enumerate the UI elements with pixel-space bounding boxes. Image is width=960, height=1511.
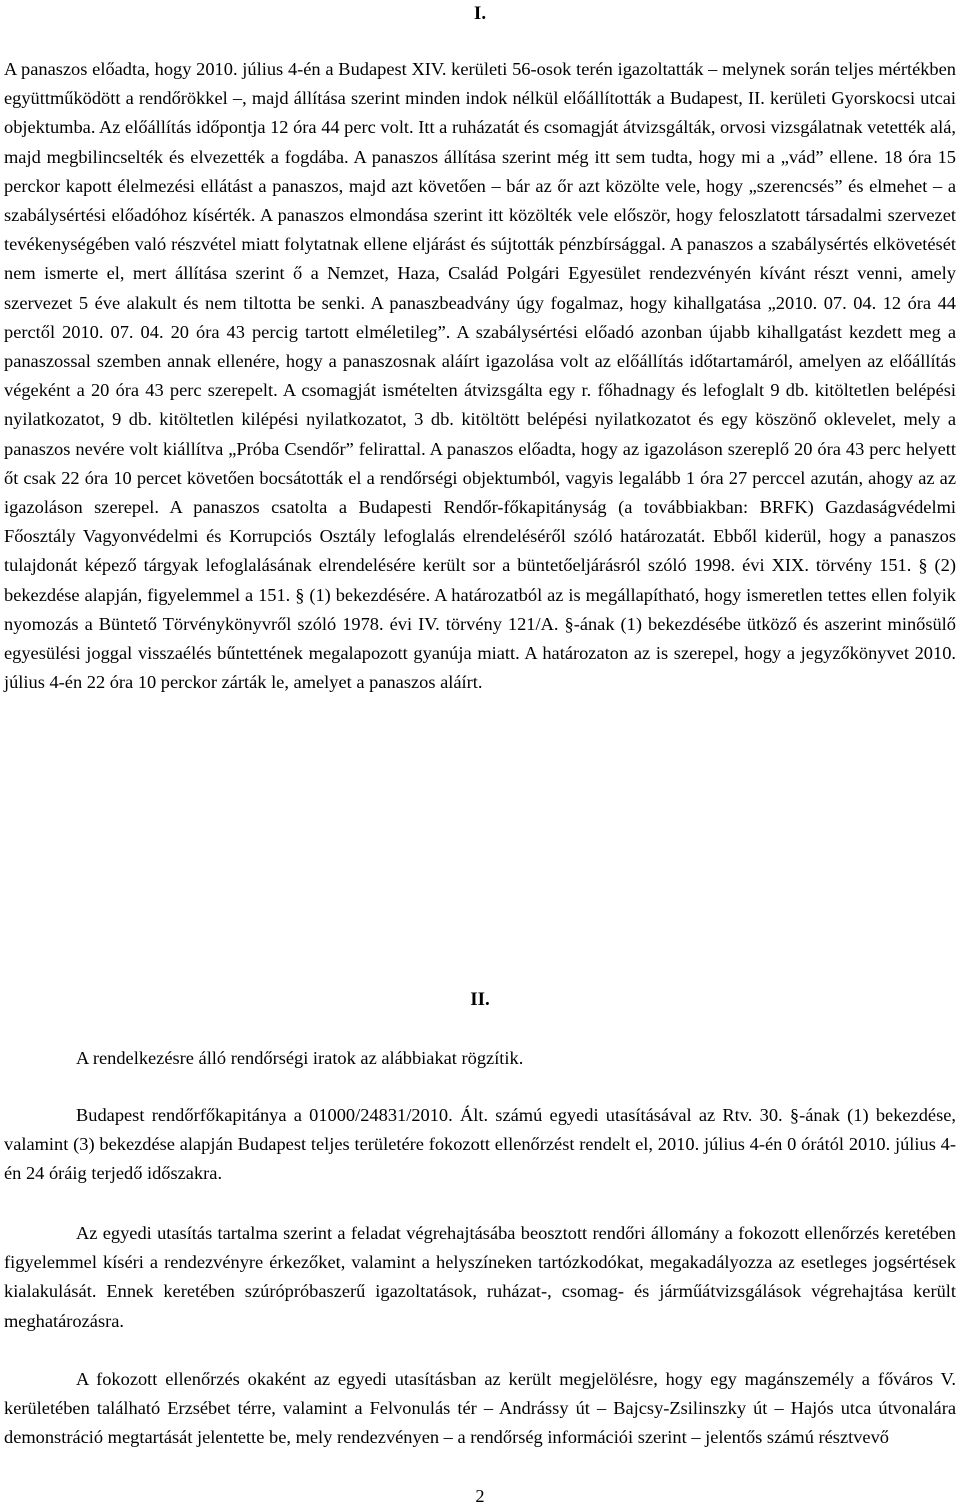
section-one-paragraph: A panaszos előadta, hogy 2010. július 4-én a Budapest XIV. kerületi 56-osok terén igazoltatták – melynek során teljes mértékben együttműködött a rendőrökkel –, majd állítása szerint minden indok nélkül előállították a Budapest, II. kerületi Gyorskocsi utcai objektumba. Az előállítás időpontja 12 óra 44 perc volt. Itt a ruházatát és csomagját átvizsgálták, orvosi vizsgálatnak vetették alá, majd megbilincselték és elvezették a fogdába. A panaszos állítása szerint még itt sem tudta, hogy mi a „vád” ellene. 18 óra 15 perckor kapott élelmezési ellátást a panaszos, majd azt követően – bár az őr azt közölte vele, hogy „szerencsés” és elmehet – a szabálysértési előadóhoz kísérték. A panaszos elmondása szerint itt közölték vele először, hogy feloszlatott társadalmi szervezet tevékenységében való részvétel miatt folytatnak ellene eljárást és sújtották pénzbírsággal. A panaszos a szabálysértés elkövetését nem ismerte el, mert állítása szerint ő a Nemzet, Haza, Család Polgári Egyesület rendezvényén kívánt részt venni, amely szervezet 5 éve alakult és nem tiltotta be senki. A panaszbeadvány úgy fogalmaz, hogy kihallgatása „2010. 07. 04. 12 óra 44 perctől 2010. 07. 04. 20 óra 43 percig tartott elméletileg”. A szabálysértési előadó azonban újabb kihallgatást kezdett meg a panaszossal szemben annak ellenére, hogy a panaszosnak aláírt igazolása volt az előállítás időtartamáról, amelyen az előállítás végeként a 20 óra 43 perc szerepelt. A csomagját ismételten átvizsgálta egy r. főhadnagy és lefoglalt 9 db. kitöltetlen belépési nyilatkozatot, 9 db. kitöltetlen kilépési nyilatkozatot, 3 db. kitöltött belépési nyilatkozatot és egy köszönő oklevelet, mely a panaszos nevére volt kiállítva „Próba Csendőr” felirattal. A panaszos előadta, hogy az igazoláson szereplő 20 óra 43 perc helyett őt csak 22 óra 10 percet követően bocsátották el a rendőrségi objektumból, vagyis legalább 1 óra 27 perccel azután, ahogy az az igazoláson szerepel. A panaszos csatolta a Budapesti Rendőr-főkapitányság (a továbbiakban: BRFK) Gazdaságvédelmi Főosztály Vagyonvédelmi és Korrupciós Osztály lefoglalás elrendeléséről szóló határozatát. Ebből kiderül, hogy a panaszos tulajdonát képező tárgyak lefoglalásának elrendelésére került sor a büntetőeljárásról szóló 1998. évi XIX. törvény 151. § (2) bekezdése alapján, figyelemmel a 151. § (1) bekezdésére. A határozatból az is megállapítható, hogy ismeretlen tettes ellen folyik nyomozás a Büntető Törvénykönyvről szóló 1978. évi IV. törvény 121/A. §-ának (1) bekezdésébe ütköző és aszerint minősülő egyesülési joggal visszaélés bűntettének megalapozott gyanúja miatt. A határozaton az is szerepel, hogy a jegyzőkönyvet 2010. július 4-én 22 óra 10 perckor zárták le, amelyet a panaszos aláírt. — [4, 59, 956, 693]
section-two-heading: II. — [470, 989, 490, 1010]
section-two-paragraph-3: A fokozott ellenőrzés okaként az egyedi utasításban az került megjelölésre, hogy egy magánszemély a főváros V. kerületében található Erzsébet térre, valamint a Felvonulás tér – Andrássy út – Bajcsy-Zsilinszky út – Hajós utca útvonalára demonstráció megtartását jelentette be, mely rendezvényen – a rendőrség információi szerint – jelentős számú résztvevő — [4, 1369, 956, 1448]
section-one-heading: I. — [473, 3, 487, 24]
section-two-intro: A rendelkezésre álló rendőrségi iratok az alábbiakat rögzítik. — [76, 1048, 524, 1068]
page-number: 2 — [475, 1486, 485, 1506]
section-two-paragraph-2: Az egyedi utasítás tartalma szerint a feladat végrehajtásába beosztott rendőri állomány a fokozott ellenőrzés keretében figyelemmel kíséri a rendezvényre érkezőket, valamint a helyszíneken tartózkodókat, megakadályozza az esetleges jogsértések kialakulását. Ennek keretében szúrópróbaszerű igazoltatások, ruházat-, csomag- és járműátvizsgálások végrehajtása került meghatározásra. — [4, 1223, 956, 1331]
section-two-paragraph-1: Budapest rendőrfőkapitánya a 01000/24831/2010. Ált. számú egyedi utasításával az Rtv. 30. §-ának (1) bekezdése, valamint (3) bekezdése alapján Budapest teljes területére fokozott ellenőrzést rendelt el, 2010. július 4-én 0 órától 2010. július 4-én 24 óráig terjedő időszakra. — [4, 1105, 956, 1184]
